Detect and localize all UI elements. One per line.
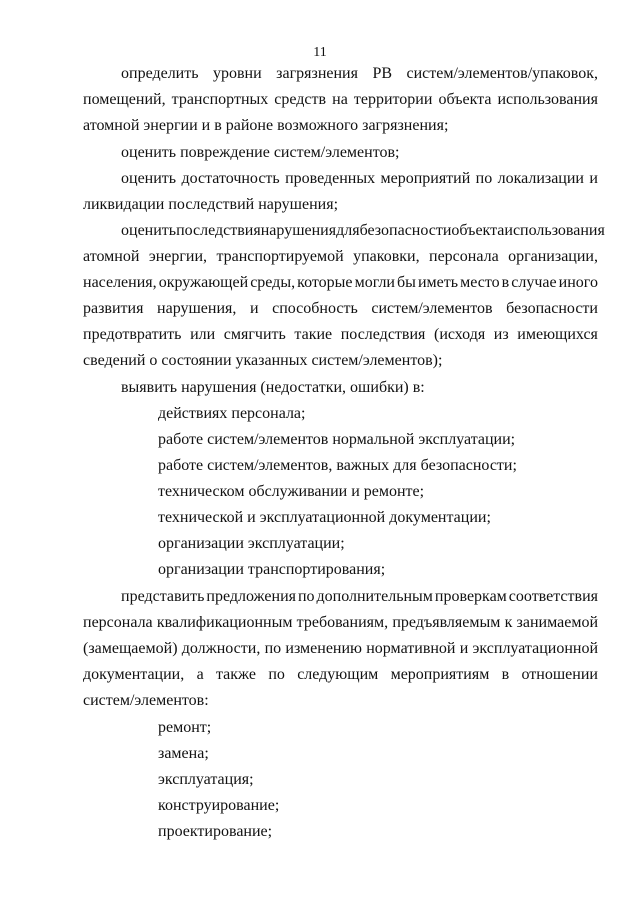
p6-line-4 bbox=[83, 662, 598, 688]
word: загрязнения bbox=[276, 65, 358, 82]
word: из bbox=[493, 326, 509, 343]
word: систем/элементов/упаковок, bbox=[406, 65, 598, 82]
word: объекта bbox=[451, 222, 505, 239]
word: на bbox=[332, 91, 348, 108]
p6-line-2 bbox=[83, 610, 598, 636]
word: проверкам bbox=[434, 588, 507, 605]
list1-item: действиях персонала; bbox=[158, 405, 306, 422]
word: способность bbox=[272, 300, 358, 317]
word: нормативной bbox=[366, 640, 456, 657]
word: среды, bbox=[250, 274, 296, 291]
word: проведенных bbox=[285, 170, 376, 187]
word: транспортируемой bbox=[216, 248, 344, 265]
list1-item: организации эксплуатации; bbox=[158, 535, 345, 552]
list2-item: замена; bbox=[158, 745, 209, 762]
p3-line-2: ликвидации последствий нарушения; bbox=[83, 196, 339, 213]
word: должности, bbox=[181, 640, 261, 657]
p4-line-5 bbox=[83, 322, 598, 348]
word: в bbox=[501, 274, 510, 291]
p6-line-5: систем/элементов: bbox=[83, 692, 209, 709]
page-number: 11 bbox=[313, 45, 327, 60]
word: (исходя bbox=[433, 326, 486, 343]
word: территории bbox=[353, 91, 433, 108]
word: представить bbox=[121, 588, 205, 605]
word: достаточность bbox=[181, 170, 280, 187]
word: развития bbox=[83, 300, 144, 317]
word: мероприятий bbox=[380, 170, 471, 187]
word: по bbox=[264, 640, 282, 657]
p4-line-3 bbox=[83, 270, 598, 296]
word: которые bbox=[297, 274, 353, 291]
word: бы bbox=[397, 274, 416, 291]
p2-line-1: оценить повреждение систем/элементов; bbox=[121, 144, 400, 161]
word: предотвратить bbox=[83, 326, 182, 343]
p1-line-3: атомной энергии и в районе возможного загрязнения; bbox=[83, 117, 449, 134]
word: (замещаемой) bbox=[83, 640, 178, 657]
word: предъявляемым bbox=[392, 614, 501, 631]
word: использования bbox=[504, 222, 605, 239]
word: нарушения, bbox=[157, 300, 237, 317]
word: по bbox=[297, 588, 315, 605]
word: использования bbox=[497, 91, 598, 108]
p5-line-1: выявить нарушения (недостатки, ошибки) в: bbox=[121, 379, 425, 396]
word: оценить bbox=[121, 170, 177, 187]
list2-item: эксплуатация; bbox=[158, 771, 254, 788]
word: окружающей bbox=[158, 274, 249, 291]
word: транспортных bbox=[171, 91, 269, 108]
word: организации, bbox=[508, 248, 598, 265]
word: отношении bbox=[521, 666, 598, 683]
word: определить bbox=[121, 65, 199, 82]
word: квалификационным bbox=[156, 614, 293, 631]
word: место bbox=[460, 274, 500, 291]
word: иного bbox=[558, 274, 598, 291]
word: также bbox=[215, 666, 256, 683]
p3-line-1 bbox=[121, 166, 598, 192]
word: для bbox=[336, 222, 360, 239]
word: персонала bbox=[83, 614, 153, 631]
word: энергии, bbox=[148, 248, 208, 265]
word: к bbox=[504, 614, 513, 631]
p6-line-1 bbox=[121, 584, 598, 610]
word: РВ bbox=[372, 65, 393, 82]
p4-line-2 bbox=[83, 244, 598, 270]
list2-item: конструирование; bbox=[158, 797, 280, 814]
list1-item: организации транспортирования; bbox=[158, 561, 386, 578]
p1-line-2 bbox=[83, 87, 598, 113]
word: оценить bbox=[121, 222, 177, 239]
word: персонала bbox=[429, 248, 499, 265]
word: и bbox=[249, 300, 259, 317]
word: иметь bbox=[417, 274, 459, 291]
word: атомной bbox=[83, 248, 140, 265]
word: в bbox=[501, 666, 510, 683]
word: предложения bbox=[206, 588, 296, 605]
list1-item: технической и эксплуатационной документации; bbox=[158, 509, 491, 526]
list1-item: работе систем/элементов нормальной эксплуатации; bbox=[158, 431, 516, 448]
list1-item: техническом обслуживании и ремонте; bbox=[158, 483, 425, 500]
word: упаковки, bbox=[353, 248, 420, 265]
word: безопасности bbox=[506, 300, 598, 317]
word: уровни bbox=[213, 65, 262, 82]
word: а bbox=[196, 666, 204, 683]
p4-line-6: сведений о состоянии указанных систем/элементов); bbox=[83, 352, 443, 369]
word: и bbox=[459, 640, 469, 657]
word: последствия bbox=[340, 326, 426, 343]
word: и bbox=[589, 170, 598, 187]
p1-line-1 bbox=[121, 61, 598, 87]
word: документации, bbox=[83, 666, 185, 683]
word: следующим bbox=[297, 666, 379, 683]
word: локализации bbox=[497, 170, 584, 187]
word: такие bbox=[294, 326, 333, 343]
word: имеющихся bbox=[517, 326, 598, 343]
word: смягчить bbox=[223, 326, 286, 343]
word: мероприятиям bbox=[390, 666, 490, 683]
word: систем/элементов bbox=[371, 300, 493, 317]
word: безопасности bbox=[359, 222, 452, 239]
word: по bbox=[268, 666, 285, 683]
list2-item: проектирование; bbox=[158, 823, 273, 840]
word: изменению bbox=[285, 640, 362, 657]
word: занимаемой bbox=[516, 614, 598, 631]
word: дополнительным bbox=[316, 588, 433, 605]
word: последствия bbox=[176, 222, 261, 239]
p4-line-4 bbox=[83, 296, 598, 322]
word: или bbox=[190, 326, 216, 343]
word: соответствия bbox=[508, 588, 598, 605]
word: помещений, bbox=[83, 91, 166, 108]
list1-item: работе систем/элементов, важных для безопасности; bbox=[158, 457, 517, 474]
list2-item: ремонт; bbox=[158, 719, 212, 736]
word: объекта bbox=[438, 91, 492, 108]
word: населения, bbox=[83, 274, 157, 291]
p6-line-3 bbox=[83, 636, 598, 662]
p4-line-1 bbox=[121, 218, 605, 244]
word: требованиям, bbox=[296, 614, 389, 631]
word: случае bbox=[511, 274, 557, 291]
word: средств bbox=[274, 91, 327, 108]
word: по bbox=[475, 170, 493, 187]
word: эксплуатационной bbox=[472, 640, 598, 657]
word: могли bbox=[354, 274, 395, 291]
word: нарушения bbox=[260, 222, 337, 239]
